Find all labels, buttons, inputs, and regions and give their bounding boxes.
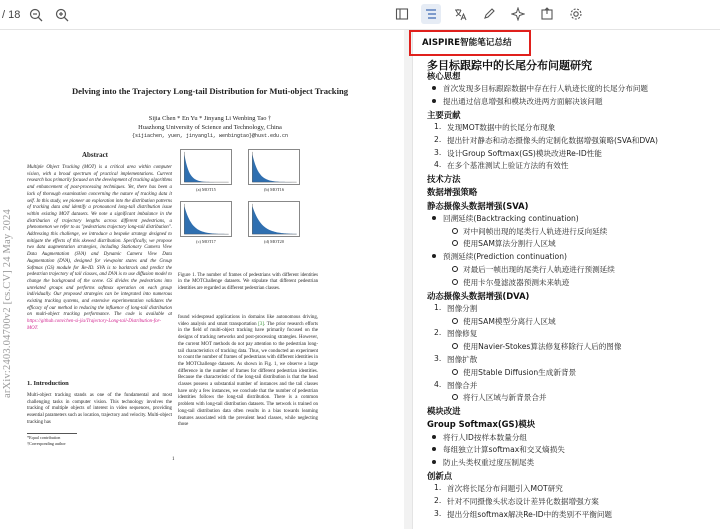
item-number: 4. <box>434 379 442 389</box>
summary-subitem <box>463 316 556 327</box>
body-text-right-column <box>178 315 318 429</box>
subfigure-label: (d) MOT20 <box>264 239 284 244</box>
summary-subitem <box>463 277 569 288</box>
summary-bullet-item <box>443 96 602 107</box>
summary-numbered-item <box>434 134 658 146</box>
summary-section-title: 模块改进 <box>427 406 461 417</box>
subfigure-label: (b) MOT16 <box>264 187 284 192</box>
summary-item-text: 使用SAM算法分割行人区域 <box>463 239 556 249</box>
summary-numbered-item <box>434 328 478 339</box>
summary-item-text: 首次将长尾分布问题引入MOT研究 <box>447 484 563 494</box>
body-text-b: . The prior research efforts in the field of multi-object tracking have primarily focused on the designs of tracking networks and post-processing strategies. However, the current MOT methods do not pay attention to the pedestrian long-tail characteristics of tracking data. Thus, we conducted an experiment to count the number of frames of pedestrians with different identities in the MOTChallenge datasets. As shown in Fig. 1, we observe a large difference in the number of frames for different pedestrian identities. Because the characteristic of the long-tail distribution is that the head classes possess a substantial number of instances and the tail classes have only a few instances, we conclude that the number of pedestrian identities follows the long-tail distribution. There is a common problem with long-tail distribution datasets. The network is trained on long-tail distribution data often results in a bias towards learning features associated with the prevalent head classes, while neglecting those <box>178 321 318 428</box>
summary-bullet-item <box>443 83 648 94</box>
zoom-in-icon[interactable] <box>52 5 72 25</box>
settings-icon[interactable] <box>566 4 586 24</box>
item-number: 3. <box>434 508 442 518</box>
summary-item-text: 提出针对静态和动态摄像头的定制化数据增强策略(SVA和DVA) <box>447 135 658 145</box>
summary-subitem <box>463 238 556 249</box>
histogram-subfigure <box>180 149 232 185</box>
export-icon[interactable] <box>537 4 557 24</box>
summary-numbered-item <box>434 354 478 365</box>
item-number: 1. <box>434 122 442 131</box>
abstract-text <box>27 165 172 333</box>
footnotes <box>27 433 77 446</box>
histogram-subfigure <box>248 201 300 237</box>
code-link[interactable]: https://github.com/chen-si-jia/Trajectory-Long-tail-Distribution-for-MOT. <box>27 319 161 331</box>
footnote-corresponding: †Corresponding author <box>27 440 66 446</box>
page-number: 1 <box>172 457 175 462</box>
summary-item-text: 图像修复 <box>447 329 478 339</box>
summary-subitem <box>463 367 576 378</box>
summary-subitem <box>463 264 615 275</box>
author-emails: {sijiachen, yuen, jinyangli, wenbingtao}@hust.edu.cn <box>131 133 289 139</box>
figure-1 <box>180 149 305 259</box>
abstract-body: Multiple Object Tracking (MOT) is a critical area within computer vision, with a broad spectrum of practical implementations. Current research has primarily focused on the development of tracking algorithms and enhancement of post-processing techniques. Yet, there has been a lack of thorough examination concerning the nature of tracking data it self. In this study, we pioneer an exploration into the distribution patterns of tracking data and identify a pronounced long-tail distribution issue within existing MOT datasets. We note a significant imbalance in the distribution of trajectory lengths across different pedestrians, a phenomenon we refer to as "pedestrians trajectory long-tail distribution". Addressing this challenge, we introduce a bespoke strategy designed to mitigate the effects of this skewed distribution. Specifically, we propose two data augmentation strategies, including Stationary Camera View Data Augmentation (SVA) and Dynamic Camera View Data Augmentation (DVA), designed for viewpoint states and the Group Softmax (GS) module for Re-ID. SVA is to backtrack and predict the pedestrian trajectory of tail classes, and DVA is to use diffusion model to change the background of the scene. GS divides the pedestrians into unrelated groups and performs softmax operation on each group individually. Our proposed strategies can be integrated into numerous existing tracking systems, and extensive experimentation validates the efficacy of our method in reducing the influence of long-tail distribution on multi-object tracking performance. The code is available at <box>27 165 172 318</box>
summary-bullet-item <box>443 213 579 224</box>
summary-item-text: 使用Stable Diffusion生成新背景 <box>463 367 577 377</box>
intro-text: Multi-object tracking stands as one of the fundamental and most challenging tasks in computer vision. This technology involves the tracking of multiple objects of interest in video sequences, providing essential parameters such as location, trajectory and velocity. Multi-object tracking has <box>27 393 172 425</box>
item-number: 4. <box>434 160 442 170</box>
arxiv-watermark: arXiv:2403.04700v2 [cs.CV] 24 May 2024 <box>2 209 13 398</box>
item-number: 1. <box>434 483 442 493</box>
summary-item-text: 首次发现多目标跟踪数据中存在行人轨迹长度的长尾分布问题 <box>443 84 649 94</box>
body-text-a: found widespread applications in domains like autonomous driving, video analysis and smart transportation <box>178 315 318 327</box>
summary-section-title: 核心思想 <box>427 71 461 81</box>
histogram-subfigure <box>248 149 300 185</box>
summary-numbered-item <box>434 160 569 171</box>
summary-item-text: 使用卡尔曼滤波器预测未来轨迹 <box>463 277 570 287</box>
summary-subitem <box>463 341 622 352</box>
summary-bullet-item <box>443 444 565 455</box>
summary-section-title: 创新点 <box>427 471 453 481</box>
intro-heading: 1. Introduction <box>27 380 69 387</box>
item-number: 2. <box>434 328 442 338</box>
summary-section-title: 主要贡献 <box>427 109 461 120</box>
summary-item-text: 图像分割 <box>447 303 478 313</box>
summary-section-title: 数据增强策略 <box>427 187 478 198</box>
summary-item-text: 在多个基准测试上验证方法的有效性 <box>447 161 569 171</box>
summary-item-text: 回溯延续(Backtracking continuation) <box>443 213 579 223</box>
summary-item-text: 提出分组softmax解决Re-ID中的类别不平衡问题 <box>447 509 613 519</box>
outline-list-icon[interactable] <box>421 4 441 24</box>
summary-item-text: 发现MOT数据中的长尾分布现象 <box>447 123 556 132</box>
summary-tag: AISPIRE智能笔记总结 <box>409 30 531 56</box>
summary-item-text: 对最后一帧出现的尾类行人轨迹进行预测延续 <box>463 265 615 274</box>
summary-numbered-item <box>434 147 602 159</box>
item-number: 3. <box>434 354 442 363</box>
summary-item-text: 使用SAM模型分离行人区域 <box>463 316 556 326</box>
summary-numbered-item <box>434 302 478 314</box>
summary-item-text: 提出通过信息增强和模块改进两方面解决该问题 <box>443 97 603 106</box>
summary-item-text: 每组独立计算softmax和交叉熵损失 <box>443 445 565 455</box>
summary-section-title: Group Softmax(GS)模块 <box>427 419 536 430</box>
figure-caption: Figure 1. The number of frames of pedestrians with different identities in the MOTChallenge datasets. We stipulate that different pedestrian identities are regarded as different pedestrian classes. <box>178 273 318 291</box>
summary-item-text: 将行人ID按样本数量分组 <box>443 432 528 442</box>
summary-section-title: 动态摄像头数据增强(DVA) <box>427 290 530 301</box>
ai-spark-icon[interactable] <box>508 4 528 24</box>
paper-authors <box>20 114 400 141</box>
summary-bullet-item <box>443 432 527 443</box>
summary-numbered-item <box>434 496 599 507</box>
summary-item-text: 设计Group Softmax(GS)模块改进Re-ID性能 <box>447 148 602 158</box>
footnote-equal: *Equal contribution <box>27 435 61 440</box>
summary-item-text: 使用Navier-Stokes算法修复移除行人后的图像 <box>463 342 622 352</box>
summary-item-text: 针对不同摄像头状态设计差异化数据增强方案 <box>447 497 599 506</box>
item-number: 2. <box>434 496 442 505</box>
summary-section-title: 技术方法 <box>427 174 461 185</box>
summary-subitem <box>463 392 547 403</box>
summary-item-text: 对中间帧出现的尾类行人轨迹进行反向延续 <box>463 226 608 236</box>
summary-subitem <box>463 226 607 237</box>
pdf-viewer[interactable] <box>0 30 412 529</box>
summary-item-text: 防止头类权重过度压制尾类 <box>443 458 535 468</box>
summary-item-text: 将行人区域与新背景合并 <box>463 393 547 403</box>
author-affiliation: Huazhong University of Science and Technology, China <box>138 124 282 131</box>
item-number: 3. <box>434 147 442 157</box>
summary-numbered-item <box>434 483 563 494</box>
histogram-subfigure <box>180 201 232 237</box>
subfigure-label: (c) MOT17 <box>196 239 216 244</box>
summary-item-text: 图像合并 <box>447 380 478 390</box>
author-names: Sijia Chen * En Yu * Jinyang Li Wenbing Tao † <box>148 115 272 122</box>
sidebar-toggle-icon[interactable] <box>392 4 412 24</box>
subfigure-label: (a) MOT15 <box>196 187 216 192</box>
top-toolbar <box>0 0 720 30</box>
item-number: 1. <box>434 302 442 312</box>
ai-summary-panel[interactable] <box>412 30 720 529</box>
abstract-heading: Abstract <box>81 151 109 159</box>
citation-link[interactable]: [3] <box>258 321 264 327</box>
summary-numbered-item <box>434 122 556 133</box>
paper-title: Delving into the Trajectory Long-tail Distribution for Muti-object Tracking <box>71 86 349 96</box>
page-indicator: / 18 <box>2 9 21 21</box>
summary-bullet-item <box>443 457 534 468</box>
translate-icon[interactable] <box>450 4 470 24</box>
summary-item-text: 图像扩散 <box>447 355 478 364</box>
summary-item-text: 预测延续(Prediction continuation) <box>443 252 567 262</box>
summary-bullet-item <box>443 251 567 262</box>
summary-numbered-item <box>434 508 613 520</box>
summary-heading: 多目标跟踪中的长尾分布问题研究 <box>427 59 592 72</box>
item-number: 2. <box>434 134 442 144</box>
pen-icon[interactable] <box>479 4 499 24</box>
zoom-out-icon[interactable] <box>26 5 46 25</box>
summary-numbered-item <box>434 379 478 391</box>
pdf-page <box>0 30 404 529</box>
summary-section-title: 静态摄像头数据增强(SVA) <box>427 200 529 211</box>
